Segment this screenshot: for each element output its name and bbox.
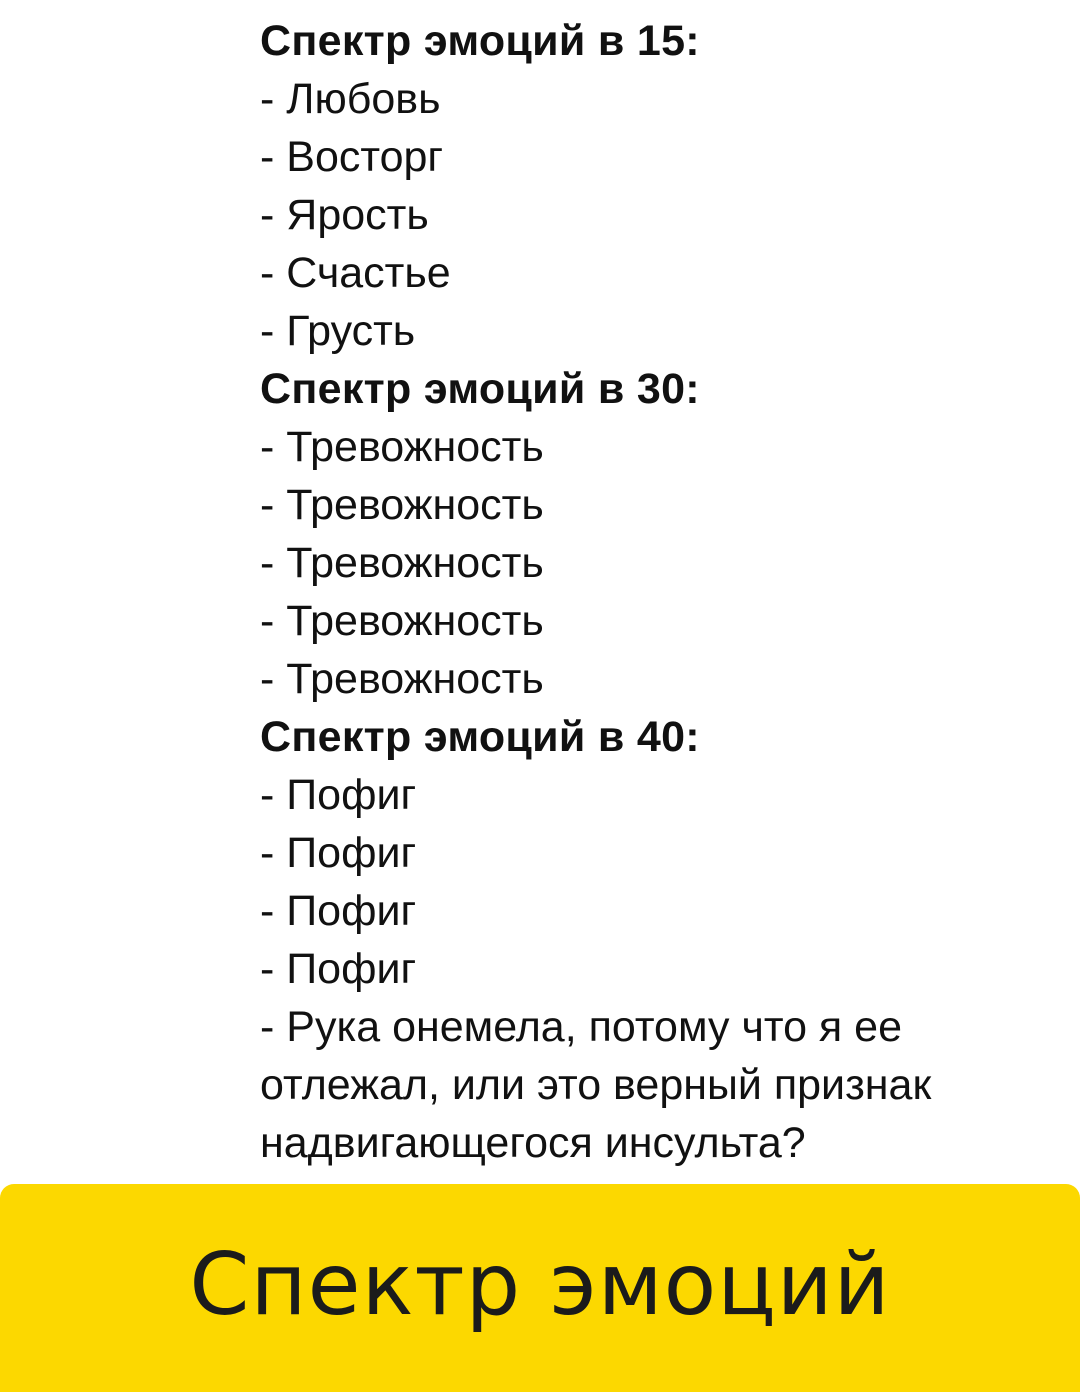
section-heading: Спектр эмоций в 40: [260,713,700,761]
list-item: - Тревожность [260,539,544,587]
section-heading: Спектр эмоций в 30: [260,365,700,413]
list-item-long: - Рука онемела, потому что я ее отлежал, или это верный признак надвигающегося инсульта? [260,1003,932,1167]
section-age-40 [260,708,1050,1172]
list-item: - Пофиг [260,829,417,877]
list-item: - Пофиг [260,771,417,819]
list-item: - Любовь [260,75,441,123]
list-item: - Восторг [260,133,444,181]
list-item: - Ярость [260,191,429,239]
list-item: - Грусть [260,307,416,355]
list-item: - Тревожность [260,423,544,471]
list-item: - Тревожность [260,481,544,529]
list-item: - Счастье [260,249,451,297]
section-age-15 [260,12,1050,360]
caption-banner [0,1184,1080,1392]
section-heading: Спектр эмоций в 15: [260,17,700,65]
caption-text: Спектр эмоций [189,1235,891,1335]
section-age-30 [260,360,1050,708]
meme-text-block [260,12,1050,1172]
list-item: - Тревожность [260,655,544,703]
list-item: - Пофиг [260,945,417,993]
list-item: - Тревожность [260,597,544,645]
list-item: - Пофиг [260,887,417,935]
